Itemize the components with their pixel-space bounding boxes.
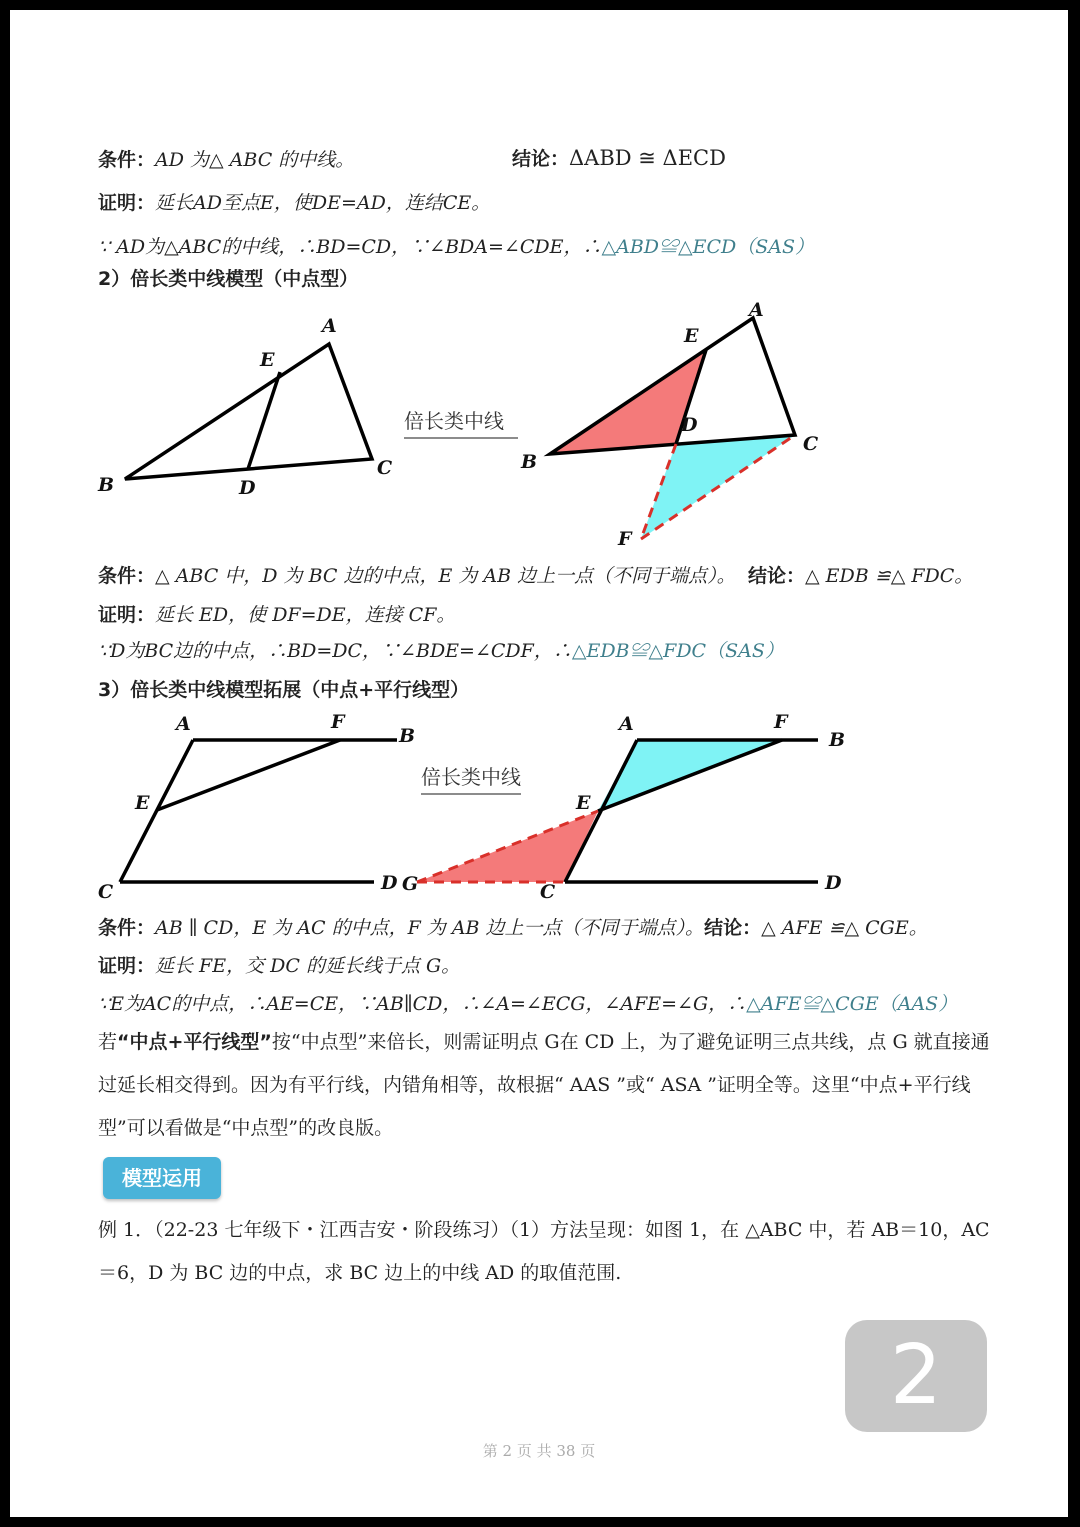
model-application-badge: 模型运用 [103,1157,221,1199]
section3-heading: 3）倍长类中线模型拓展（中点+平行线型） [98,679,470,701]
section1-conclusion: 结论：ΔABD ≅ ΔECD [512,146,726,170]
label-d: D [681,414,698,436]
label-b: B [399,725,416,747]
label-g: G [402,873,419,895]
label-e: E [135,792,150,814]
label-a: A [176,713,191,735]
section1-proof: 证明：延长AD至点E，使DE=AD，连结CE。 [98,192,491,214]
diagram-title: 倍长类中线 [421,765,521,789]
label-d: D [825,872,842,894]
label-b: B [521,451,538,473]
section2-proof: 证明：延长 ED，使 DF=DE，连接 CF。 [98,604,456,626]
label-c: C [98,881,114,903]
section1-condition: 条件：AD 为△ ABC 的中线。 [98,149,355,171]
section1-reason: ∵ AD为△ABC的中线，∴BD=CD，∵∠BDA=∠CDE，∴△ABD≌△ECD（SAS） [98,236,815,258]
segment-ac [120,740,193,882]
example-1: 例 1．（22-23 七年级下・江西吉安・阶段练习）（1）方法呈现：如图 1，在 △ABC 中，若 AB＝10，AC＝6，D 为 BC 边的中点，求 BC 边上的中线 AD 的取值范围. [98,1219,990,1284]
segment-ef [157,740,340,810]
label-c: C [540,881,556,903]
section3-condition: 条件：AB ∥ CD，E 为 AC 的中点，F 为 AB 边上一点（不同于端点）。结论：△ AFE ≌△ CGE。 [98,917,928,939]
label-c: C [803,433,819,455]
label-e: E [684,325,699,347]
label-a: A [619,713,634,735]
left-parallel-figure [98,711,415,903]
label-b: B [98,474,115,496]
document-page [10,10,1068,1517]
section3-note: 若“中点+平行线型”按“中点型”来倍长，则需证明点 G在 CD 上，为了避免证明三点共线，点 G 就直接通过延长相交得到。因为有平行线，内错角相等，故根据“ AAS ”或“ ASA ”证明全等。这里“中点+平行线型”可以看做是“中点型”的改良版。 [98,1031,990,1139]
section2-condition: 条件：△ ABC 中，D 为 BC 边的中点，E 为 AB 边上一点（不同于端点）。 [98,565,736,587]
section2-reason: ∵D为BC边的中点，∴BD=DC，∵∠BDE=∠CDF，∴△EDB≌△FDC（SAS） [98,640,784,662]
label-f: F [618,528,632,550]
label-e: E [576,792,591,814]
section3-proof: 证明：延长 FE，交 DC 的延长线于点 G。 [98,955,461,977]
label-f: F [774,711,788,733]
label-f: F [331,711,345,733]
label-e: E [260,349,275,371]
label-b: B [829,729,846,751]
label-a: A [322,315,337,337]
label-c: C [377,457,393,479]
right-parallel-figure [402,711,845,903]
page-number-badge: 2 [845,1320,987,1432]
label-a: A [749,299,764,321]
section2-heading: 2）倍长类中线模型（中点型） [98,268,359,290]
section3-diagram [10,10,1068,910]
section2-conclusion: 结论：△ EDB ≌△ FDC。 [748,565,974,587]
diagram-title: 倍长类中线 [404,409,504,433]
section3-reason: ∵E为AC的中点，∴AE=CE，∵AB∥CD，∴∠A=∠ECG，∠AFE=∠G，∴△AFE≌△CGE（AAS） [98,993,958,1015]
label-d: D [239,477,256,499]
label-d: D [381,872,398,894]
page-footer: 第 2 页 共 38 页 [482,1442,596,1460]
